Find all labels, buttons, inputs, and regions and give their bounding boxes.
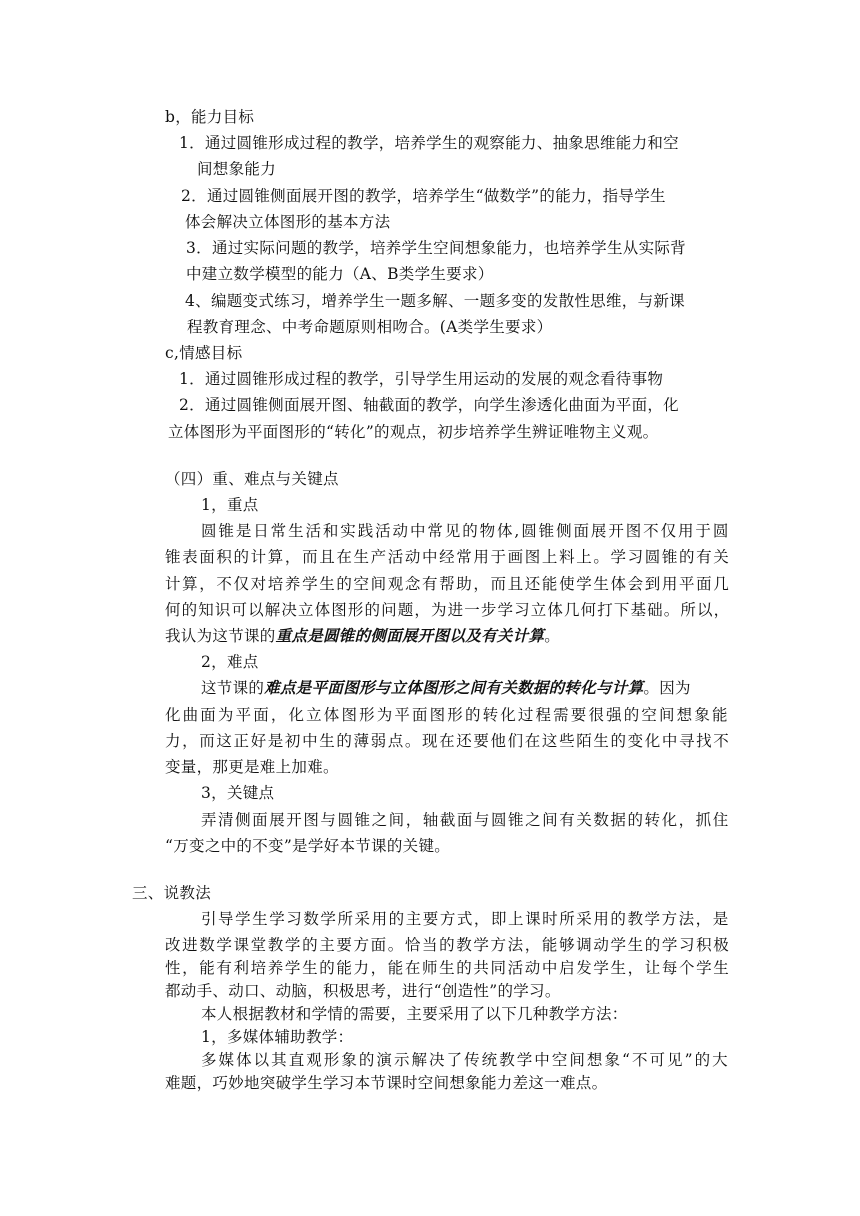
difficult-point-paragraph-line-4: 变量，那更是难上加难。: [165, 758, 339, 776]
difficult-point-paragraph-line-2: 化曲面为平面，化立体图形为平面图形的转化过程需要很强的空间想象能: [165, 706, 730, 724]
crux-point-label: 3，关键点: [201, 784, 275, 802]
section-c-item-2-line-2: 立体图形为平面图形的“转化”的观点，初步培养学生辨证唯物主义观。: [168, 423, 659, 441]
teaching-method-intro: 本人根据教材和学情的需要，主要采用了以下几种教学方法：: [201, 1005, 628, 1023]
section-b-item-2-line-2: 体会解决立体图形的基本方法: [185, 213, 391, 231]
section-b-item-4-line-1: 4、编题变式练习，增养学生一题多解、一题多变的发散性思维，与新课: [185, 292, 685, 310]
section-b-heading: b，能力目标: [165, 108, 255, 126]
multimedia-method-label: 1，多媒体辅助教学：: [201, 1028, 354, 1046]
crux-point-paragraph-line-1: 弄清侧面展开图与圆锥之间，轴截面与圆锥之间有关数据的转化，抓住: [201, 811, 730, 829]
section-b-item-1-line-2: 间想象能力: [197, 160, 277, 178]
key-point-end-text: 。: [544, 627, 561, 645]
section-4-heading: （四）重、难点与关键点: [165, 470, 339, 488]
crux-point-paragraph-line-2: “万变之中的不变”是学好本节课的关键。: [165, 837, 451, 855]
section-c-item-2-line-1: 2．通过圆锥侧面展开图、轴截面的教学，向学生渗透化曲面为平面，化: [179, 396, 679, 414]
difficult-point-paragraph-line-3: 力，而这正好是初中生的薄弱点。现在还要他们在这些陌生的变化中寻找不: [165, 732, 731, 750]
section-b-item-4-line-2: 程教育理念、中考命题原则相吻合。(A类学生要求）: [187, 318, 553, 336]
section-3-heading: 三、说教法: [132, 884, 212, 902]
multimedia-method-paragraph-line-1: 多媒体以其直观形象的演示解决了传统教学中空间想象“不可见”的大: [201, 1051, 730, 1069]
difficult-point-lead-text: 这节课的: [201, 679, 265, 697]
difficult-point-emphasis: 难点是平面图形与立体图形之间有关数据的转化与计算: [264, 678, 644, 697]
section-c-heading: c,情感目标: [165, 344, 243, 362]
key-point-paragraph-line-2: 锥表面积的计算，而且在生产活动中经常用于画图上料上。学习圆锥的有关: [165, 548, 731, 566]
key-point-paragraph-line-3: 计算，不仅对培养学生的空间观念有帮助，而且还能使学生体会到用平面几: [165, 575, 731, 593]
teaching-method-paragraph-line-2: 改进数学课堂教学的主要方面。恰当的教学方法，能够调动学生的学习积极: [165, 936, 731, 954]
difficult-point-label: 2，难点: [201, 653, 259, 671]
section-b-item-2-line-1: 2．通过圆锥侧面展开图的教学，培养学生“做数学”的能力，指导学生: [181, 187, 666, 205]
section-c-item-1: 1．通过圆锥形成过程的教学，引导学生用运动的发展的观念看待事物: [179, 370, 664, 388]
key-point-paragraph-line-1: 圆锥是日常生活和实践活动中常见的物体,圆锥侧面展开图不仅用于圆: [201, 522, 731, 540]
key-point-lead-text: 我认为这节课的: [165, 627, 276, 645]
section-b-item-1-line-1: 1．通过圆锥形成过程的教学，培养学生的观察能力、抽象思维能力和空: [179, 134, 679, 152]
section-b-item-3-line-2: 中建立数学模型的能力（A、B类学生要求）: [186, 265, 494, 283]
key-point-emphasis: 重点是圆锥的侧面展开图以及有关计算: [275, 626, 545, 645]
section-b-item-3-line-1: 3．通过实际问题的教学，培养学生空间想象能力，也培养学生从实际背: [186, 239, 686, 257]
teaching-method-paragraph-line-1: 引导学生学习数学所采用的主要方式，即上课时所采用的教学方法，是: [201, 910, 730, 928]
teaching-method-paragraph-line-4: 都动手、动口、动脑，积极思考，进行“创造性”的学习。: [165, 982, 561, 1000]
difficult-point-paragraph-line-1: [201, 676, 691, 700]
teaching-method-paragraph-line-3: 性，能有利培养学生的能力，能在师生的共同活动中启发学生，让每个学生: [165, 959, 731, 977]
key-point-paragraph-line-5: [165, 624, 560, 648]
key-point-label: 1，重点: [201, 496, 259, 514]
key-point-paragraph-line-4: 何的知识可以解决立体图形的问题，为进一步学习立体几何打下基础。所以，: [165, 601, 731, 619]
difficult-point-end-text: 。因为: [643, 679, 691, 697]
multimedia-method-paragraph-line-2: 难题，巧妙地突破学生学习本节课时空间想象能力差这一难点。: [165, 1074, 608, 1092]
